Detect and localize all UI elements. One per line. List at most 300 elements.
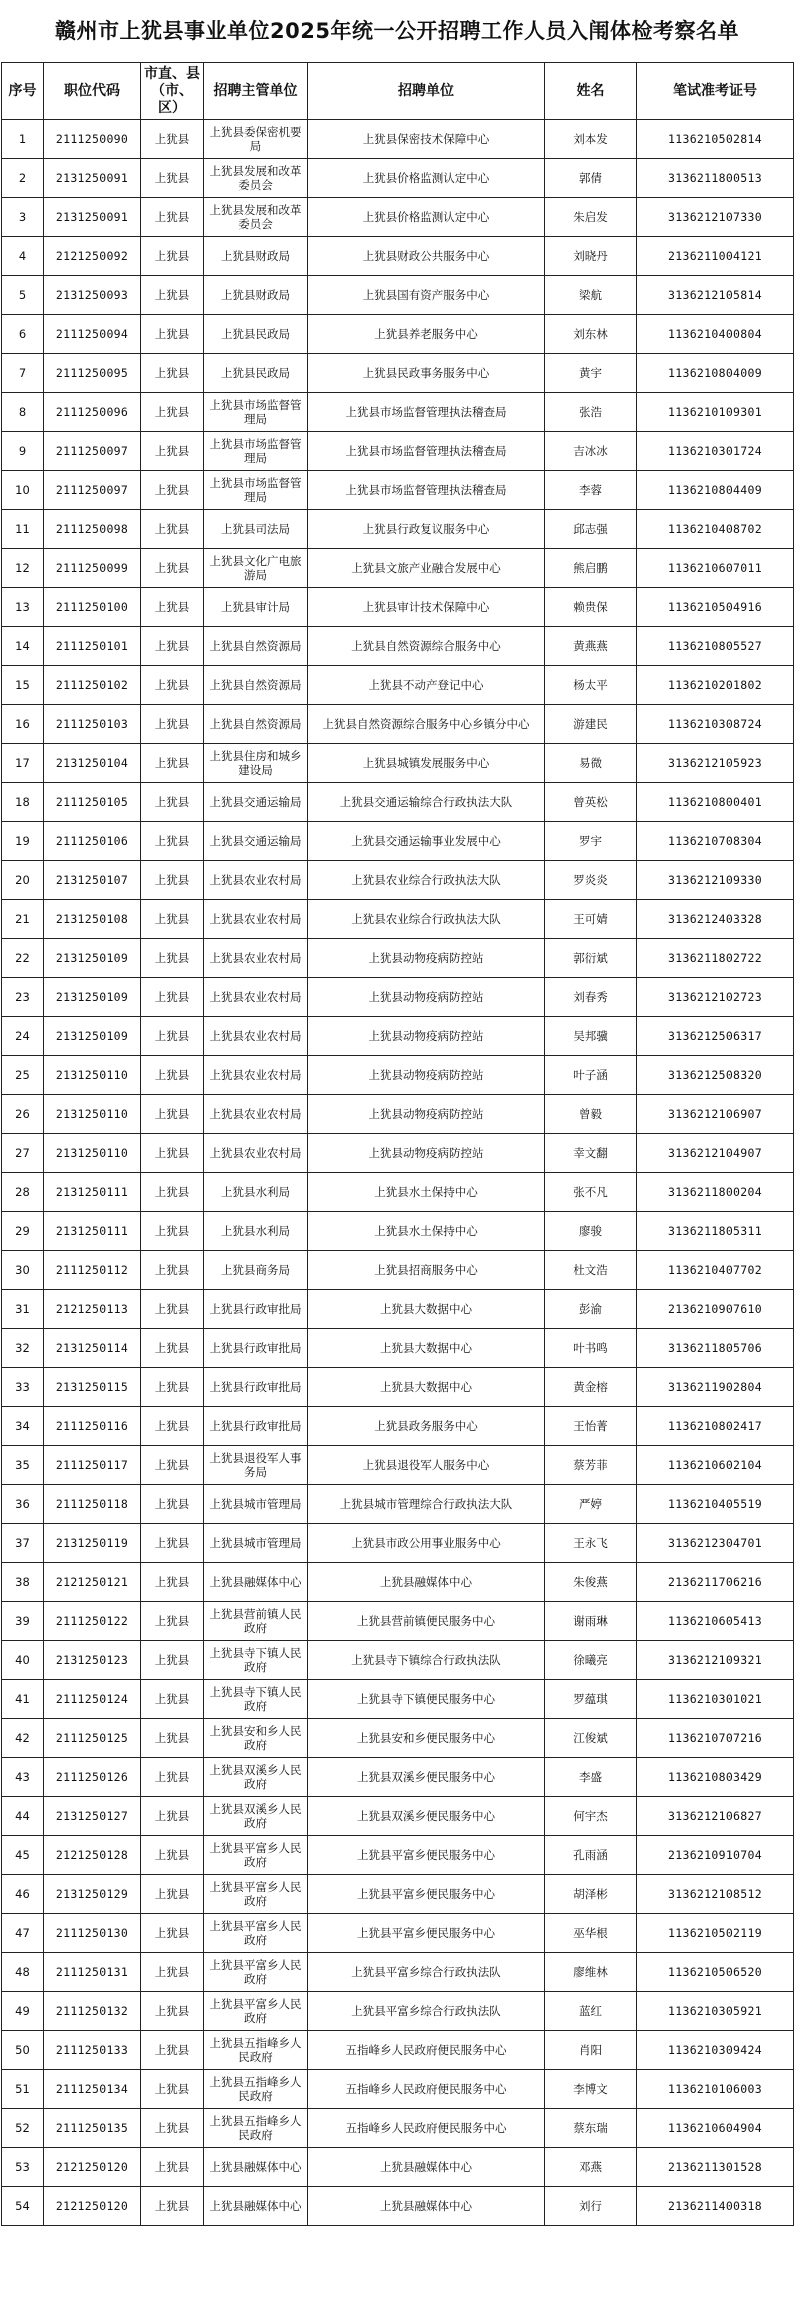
cell-hiring-unit: 上犹县大数据中心 <box>308 1329 545 1368</box>
cell-region: 上犹县 <box>141 2070 204 2109</box>
cell-hiring-unit: 上犹县寺下镇便民服务中心 <box>308 1680 545 1719</box>
cell-supervising-unit: 上犹县农业农村局 <box>204 939 308 978</box>
cell-hiring-unit: 上犹县保密技术保障中心 <box>308 120 545 159</box>
cell-index: 40 <box>2 1641 44 1680</box>
cell-name: 徐曦亮 <box>545 1641 637 1680</box>
cell-supervising-unit: 上犹县农业农村局 <box>204 900 308 939</box>
cell-hiring-unit: 上犹县动物疫病防控站 <box>308 939 545 978</box>
cell-supervising-unit: 上犹县平富乡人民政府 <box>204 1992 308 2031</box>
cell-index: 24 <box>2 1017 44 1056</box>
cell-region: 上犹县 <box>141 1251 204 1290</box>
cell-hiring-unit: 上犹县安和乡便民服务中心 <box>308 1719 545 1758</box>
cell-position-code: 2111250131 <box>44 1953 141 1992</box>
table-body <box>2 120 794 2226</box>
cell-hiring-unit: 上犹县市场监督管理执法稽查局 <box>308 393 545 432</box>
cell-index: 15 <box>2 666 44 705</box>
table-row <box>2 666 794 705</box>
cell-exam-number: 3136212109321 <box>637 1641 794 1680</box>
cell-supervising-unit: 上犹县民政局 <box>204 354 308 393</box>
table-row <box>2 705 794 744</box>
cell-region: 上犹县 <box>141 1134 204 1173</box>
cell-index: 20 <box>2 861 44 900</box>
cell-hiring-unit: 上犹县寺下镇综合行政执法队 <box>308 1641 545 1680</box>
cell-hiring-unit: 上犹县审计技术保障中心 <box>308 588 545 627</box>
cell-position-code: 2131250104 <box>44 744 141 783</box>
cell-hiring-unit: 上犹县养老服务中心 <box>308 315 545 354</box>
cell-position-code: 2111250101 <box>44 627 141 666</box>
cell-position-code: 2111250116 <box>44 1407 141 1446</box>
cell-hiring-unit: 上犹县自然资源综合服务中心乡镇分中心 <box>308 705 545 744</box>
cell-index: 18 <box>2 783 44 822</box>
table-row <box>2 1719 794 1758</box>
cell-position-code: 2121250113 <box>44 1290 141 1329</box>
cell-exam-number: 2136210910704 <box>637 1836 794 1875</box>
table-row <box>2 1485 794 1524</box>
cell-region: 上犹县 <box>141 1641 204 1680</box>
table-row <box>2 1875 794 1914</box>
cell-region: 上犹县 <box>141 1914 204 1953</box>
cell-exam-number: 1136210805527 <box>637 627 794 666</box>
cell-supervising-unit: 上犹县行政审批局 <box>204 1407 308 1446</box>
cell-supervising-unit: 上犹县五指峰乡人民政府 <box>204 2109 308 2148</box>
cell-hiring-unit: 上犹县文旅产业融合发展中心 <box>308 549 545 588</box>
cell-hiring-unit: 五指峰乡人民政府便民服务中心 <box>308 2031 545 2070</box>
table-row <box>2 627 794 666</box>
cell-region: 上犹县 <box>141 432 204 471</box>
cell-region: 上犹县 <box>141 1875 204 1914</box>
cell-region: 上犹县 <box>141 1290 204 1329</box>
cell-region: 上犹县 <box>141 1212 204 1251</box>
cell-index: 43 <box>2 1758 44 1797</box>
table-row <box>2 978 794 1017</box>
cell-index: 28 <box>2 1173 44 1212</box>
cell-region: 上犹县 <box>141 1524 204 1563</box>
table-row <box>2 315 794 354</box>
cell-exam-number: 1136210502814 <box>637 120 794 159</box>
cell-supervising-unit: 上犹县平富乡人民政府 <box>204 1914 308 1953</box>
cell-name: 幸文翻 <box>545 1134 637 1173</box>
cell-region: 上犹县 <box>141 1056 204 1095</box>
header-row <box>2 63 794 120</box>
cell-supervising-unit: 上犹县水利局 <box>204 1173 308 1212</box>
cell-name: 吉冰冰 <box>545 432 637 471</box>
cell-region: 上犹县 <box>141 471 204 510</box>
cell-hiring-unit: 上犹县市场监督管理执法稽查局 <box>308 432 545 471</box>
cell-region: 上犹县 <box>141 2109 204 2148</box>
cell-exam-number: 3136212109330 <box>637 861 794 900</box>
cell-position-code: 2131250109 <box>44 1017 141 1056</box>
cell-supervising-unit: 上犹县双溪乡人民政府 <box>204 1797 308 1836</box>
table-row <box>2 1095 794 1134</box>
cell-name: 王永飞 <box>545 1524 637 1563</box>
cell-position-code: 2121250092 <box>44 237 141 276</box>
cell-index: 38 <box>2 1563 44 1602</box>
cell-name: 郭衍斌 <box>545 939 637 978</box>
cell-index: 29 <box>2 1212 44 1251</box>
cell-supervising-unit: 上犹县农业农村局 <box>204 1095 308 1134</box>
cell-exam-number: 3136212508320 <box>637 1056 794 1095</box>
cell-position-code: 2131250110 <box>44 1134 141 1173</box>
cell-supervising-unit: 上犹县平富乡人民政府 <box>204 1953 308 1992</box>
cell-supervising-unit: 上犹县平富乡人民政府 <box>204 1836 308 1875</box>
cell-region: 上犹县 <box>141 978 204 1017</box>
cell-index: 6 <box>2 315 44 354</box>
table-row <box>2 1797 794 1836</box>
cell-index: 32 <box>2 1329 44 1368</box>
cell-hiring-unit: 上犹县平富乡便民服务中心 <box>308 1836 545 1875</box>
cell-name: 郭倩 <box>545 159 637 198</box>
cell-exam-number: 1136210309424 <box>637 2031 794 2070</box>
cell-exam-number: 1136210502119 <box>637 1914 794 1953</box>
cell-position-code: 2131250115 <box>44 1368 141 1407</box>
cell-name: 刘本发 <box>545 120 637 159</box>
cell-supervising-unit: 上犹县市场监督管理局 <box>204 393 308 432</box>
cell-index: 3 <box>2 198 44 237</box>
cell-index: 54 <box>2 2187 44 2226</box>
cell-region: 上犹县 <box>141 2031 204 2070</box>
table-row <box>2 1680 794 1719</box>
cell-position-code: 2131250110 <box>44 1095 141 1134</box>
cell-index: 37 <box>2 1524 44 1563</box>
cell-position-code: 2111250135 <box>44 2109 141 2148</box>
table-row <box>2 432 794 471</box>
cell-index: 42 <box>2 1719 44 1758</box>
cell-exam-number: 3136211805311 <box>637 1212 794 1251</box>
cell-name: 廖骏 <box>545 1212 637 1251</box>
cell-position-code: 2111250125 <box>44 1719 141 1758</box>
cell-index: 8 <box>2 393 44 432</box>
cell-exam-number: 3136212108512 <box>637 1875 794 1914</box>
cell-exam-number: 1136210602104 <box>637 1446 794 1485</box>
cell-supervising-unit: 上犹县行政审批局 <box>204 1290 308 1329</box>
table-row <box>2 1953 794 1992</box>
cell-position-code: 2111250090 <box>44 120 141 159</box>
table-row <box>2 1407 794 1446</box>
cell-supervising-unit: 上犹县交通运输局 <box>204 783 308 822</box>
cell-hiring-unit: 上犹县招商服务中心 <box>308 1251 545 1290</box>
cell-index: 34 <box>2 1407 44 1446</box>
cell-name: 邱志强 <box>545 510 637 549</box>
table-row <box>2 1290 794 1329</box>
cell-name: 叶子涵 <box>545 1056 637 1095</box>
cell-supervising-unit: 上犹县自然资源局 <box>204 627 308 666</box>
cell-position-code: 2121250128 <box>44 1836 141 1875</box>
cell-supervising-unit: 上犹县融媒体中心 <box>204 2187 308 2226</box>
cell-exam-number: 1136210408702 <box>637 510 794 549</box>
table-row <box>2 198 794 237</box>
cell-name: 刘晓丹 <box>545 237 637 276</box>
cell-index: 21 <box>2 900 44 939</box>
cell-position-code: 2111250134 <box>44 2070 141 2109</box>
cell-region: 上犹县 <box>141 1992 204 2031</box>
candidate-table <box>1 62 794 2226</box>
cell-region: 上犹县 <box>141 705 204 744</box>
cell-name: 张浩 <box>545 393 637 432</box>
cell-exam-number: 1136210802417 <box>637 1407 794 1446</box>
cell-hiring-unit: 五指峰乡人民政府便民服务中心 <box>308 2109 545 2148</box>
header-index: 序号 <box>2 63 44 120</box>
cell-index: 13 <box>2 588 44 627</box>
cell-exam-number: 1136210109301 <box>637 393 794 432</box>
cell-supervising-unit: 上犹县行政审批局 <box>204 1368 308 1407</box>
cell-region: 上犹县 <box>141 120 204 159</box>
table-row <box>2 1836 794 1875</box>
cell-region: 上犹县 <box>141 822 204 861</box>
cell-exam-number: 3136212506317 <box>637 1017 794 1056</box>
table-row <box>2 1602 794 1641</box>
cell-index: 35 <box>2 1446 44 1485</box>
cell-hiring-unit: 上犹县农业综合行政执法大队 <box>308 861 545 900</box>
cell-supervising-unit: 上犹县市场监督管理局 <box>204 471 308 510</box>
cell-position-code: 2111250099 <box>44 549 141 588</box>
cell-region: 上犹县 <box>141 159 204 198</box>
cell-exam-number: 3136211800204 <box>637 1173 794 1212</box>
cell-index: 10 <box>2 471 44 510</box>
cell-name: 叶书鸣 <box>545 1329 637 1368</box>
cell-supervising-unit: 上犹县农业农村局 <box>204 978 308 1017</box>
cell-name: 梁航 <box>545 276 637 315</box>
cell-index: 4 <box>2 237 44 276</box>
cell-position-code: 2131250091 <box>44 159 141 198</box>
cell-supervising-unit: 上犹县司法局 <box>204 510 308 549</box>
cell-supervising-unit: 上犹县财政局 <box>204 237 308 276</box>
cell-region: 上犹县 <box>141 1446 204 1485</box>
table-row <box>2 549 794 588</box>
cell-hiring-unit: 上犹县不动产登记中心 <box>308 666 545 705</box>
cell-index: 17 <box>2 744 44 783</box>
table-row <box>2 354 794 393</box>
cell-supervising-unit: 上犹县住房和城乡建设局 <box>204 744 308 783</box>
table-row <box>2 1134 794 1173</box>
header-exam-number: 笔试准考证号 <box>637 63 794 120</box>
cell-name: 游建民 <box>545 705 637 744</box>
cell-exam-number: 3136212304701 <box>637 1524 794 1563</box>
cell-supervising-unit: 上犹县发展和改革委员会 <box>204 159 308 198</box>
cell-position-code: 2111250100 <box>44 588 141 627</box>
cell-supervising-unit: 上犹县营前镇人民政府 <box>204 1602 308 1641</box>
table-row <box>2 861 794 900</box>
cell-region: 上犹县 <box>141 1602 204 1641</box>
table-row <box>2 2070 794 2109</box>
cell-exam-number: 1136210405519 <box>637 1485 794 1524</box>
cell-name: 张不凡 <box>545 1173 637 1212</box>
table-row <box>2 237 794 276</box>
table-row <box>2 159 794 198</box>
cell-position-code: 2131250111 <box>44 1173 141 1212</box>
table-row <box>2 1641 794 1680</box>
cell-index: 7 <box>2 354 44 393</box>
cell-exam-number: 1136210804009 <box>637 354 794 393</box>
table-row <box>2 1251 794 1290</box>
cell-exam-number: 3136212104907 <box>637 1134 794 1173</box>
cell-name: 杨太平 <box>545 666 637 705</box>
cell-supervising-unit: 上犹县融媒体中心 <box>204 1563 308 1602</box>
cell-supervising-unit: 上犹县行政审批局 <box>204 1329 308 1368</box>
cell-position-code: 2111250117 <box>44 1446 141 1485</box>
cell-position-code: 2111250133 <box>44 2031 141 2070</box>
cell-hiring-unit: 上犹县价格监测认定中心 <box>308 159 545 198</box>
cell-exam-number: 1136210708304 <box>637 822 794 861</box>
cell-index: 50 <box>2 2031 44 2070</box>
cell-exam-number: 1136210804409 <box>637 471 794 510</box>
cell-hiring-unit: 上犹县国有资产服务中心 <box>308 276 545 315</box>
table-row <box>2 2148 794 2187</box>
cell-name: 谢雨琳 <box>545 1602 637 1641</box>
cell-name: 杜文浩 <box>545 1251 637 1290</box>
cell-region: 上犹县 <box>141 1485 204 1524</box>
cell-hiring-unit: 上犹县城市管理综合行政执法大队 <box>308 1485 545 1524</box>
table-row <box>2 1914 794 1953</box>
cell-index: 12 <box>2 549 44 588</box>
cell-name: 何宇杰 <box>545 1797 637 1836</box>
cell-position-code: 2131250107 <box>44 861 141 900</box>
cell-position-code: 2111250130 <box>44 1914 141 1953</box>
cell-hiring-unit: 上犹县农业综合行政执法大队 <box>308 900 545 939</box>
cell-exam-number: 1136210305921 <box>637 1992 794 2031</box>
cell-supervising-unit: 上犹县五指峰乡人民政府 <box>204 2031 308 2070</box>
cell-position-code: 2131250091 <box>44 198 141 237</box>
table-row <box>2 393 794 432</box>
table-row <box>2 900 794 939</box>
cell-index: 47 <box>2 1914 44 1953</box>
table-row <box>2 744 794 783</box>
cell-exam-number: 1136210607011 <box>637 549 794 588</box>
cell-index: 36 <box>2 1485 44 1524</box>
cell-region: 上犹县 <box>141 2148 204 2187</box>
cell-supervising-unit: 上犹县商务局 <box>204 1251 308 1290</box>
table-row <box>2 276 794 315</box>
cell-supervising-unit: 上犹县城市管理局 <box>204 1524 308 1563</box>
cell-index: 22 <box>2 939 44 978</box>
cell-index: 30 <box>2 1251 44 1290</box>
cell-position-code: 2111250097 <box>44 432 141 471</box>
cell-position-code: 2111250126 <box>44 1758 141 1797</box>
cell-supervising-unit: 上犹县审计局 <box>204 588 308 627</box>
cell-supervising-unit: 上犹县城市管理局 <box>204 1485 308 1524</box>
cell-position-code: 2131250119 <box>44 1524 141 1563</box>
cell-index: 25 <box>2 1056 44 1095</box>
cell-region: 上犹县 <box>141 744 204 783</box>
cell-region: 上犹县 <box>141 198 204 237</box>
cell-hiring-unit: 上犹县平富乡综合行政执法队 <box>308 1953 545 1992</box>
cell-index: 31 <box>2 1290 44 1329</box>
cell-hiring-unit: 上犹县融媒体中心 <box>308 2187 545 2226</box>
cell-index: 27 <box>2 1134 44 1173</box>
cell-supervising-unit: 上犹县自然资源局 <box>204 705 308 744</box>
cell-index: 1 <box>2 120 44 159</box>
cell-position-code: 2131250109 <box>44 978 141 1017</box>
cell-name: 李盛 <box>545 1758 637 1797</box>
cell-position-code: 2111250096 <box>44 393 141 432</box>
table-row <box>2 2187 794 2226</box>
cell-exam-number: 1136210504916 <box>637 588 794 627</box>
cell-index: 33 <box>2 1368 44 1407</box>
cell-supervising-unit: 上犹县委保密机要局 <box>204 120 308 159</box>
cell-position-code: 2111250106 <box>44 822 141 861</box>
cell-index: 5 <box>2 276 44 315</box>
cell-position-code: 2111250095 <box>44 354 141 393</box>
cell-position-code: 2131250108 <box>44 900 141 939</box>
cell-exam-number: 3136211800513 <box>637 159 794 198</box>
cell-hiring-unit: 上犹县自然资源综合服务中心 <box>308 627 545 666</box>
cell-hiring-unit: 上犹县民政事务服务中心 <box>308 354 545 393</box>
cell-index: 41 <box>2 1680 44 1719</box>
header-position-code: 职位代码 <box>44 63 141 120</box>
cell-hiring-unit: 上犹县交通运输事业发展中心 <box>308 822 545 861</box>
cell-supervising-unit: 上犹县退役军人事务局 <box>204 1446 308 1485</box>
cell-region: 上犹县 <box>141 666 204 705</box>
cell-name: 蓝红 <box>545 1992 637 2031</box>
table-row <box>2 822 794 861</box>
cell-hiring-unit: 上犹县平富乡便民服务中心 <box>308 1875 545 1914</box>
cell-hiring-unit: 上犹县动物疫病防控站 <box>308 1134 545 1173</box>
cell-name: 孔雨涵 <box>545 1836 637 1875</box>
cell-region: 上犹县 <box>141 1953 204 1992</box>
cell-supervising-unit: 上犹县寺下镇人民政府 <box>204 1641 308 1680</box>
cell-position-code: 2111250102 <box>44 666 141 705</box>
cell-position-code: 2131250093 <box>44 276 141 315</box>
cell-exam-number: 2136211301528 <box>637 2148 794 2187</box>
cell-position-code: 2121250121 <box>44 1563 141 1602</box>
cell-region: 上犹县 <box>141 861 204 900</box>
cell-region: 上犹县 <box>141 1797 204 1836</box>
cell-position-code: 2131250114 <box>44 1329 141 1368</box>
cell-exam-number: 1136210106003 <box>637 2070 794 2109</box>
cell-hiring-unit: 上犹县价格监测认定中心 <box>308 198 545 237</box>
cell-position-code: 2111250105 <box>44 783 141 822</box>
cell-hiring-unit: 五指峰乡人民政府便民服务中心 <box>308 2070 545 2109</box>
cell-region: 上犹县 <box>141 900 204 939</box>
cell-hiring-unit: 上犹县融媒体中心 <box>308 1563 545 1602</box>
cell-exam-number: 3136212105923 <box>637 744 794 783</box>
cell-name: 熊启鹏 <box>545 549 637 588</box>
table-row <box>2 1524 794 1563</box>
cell-region: 上犹县 <box>141 1368 204 1407</box>
cell-name: 严婷 <box>545 1485 637 1524</box>
cell-name: 刘行 <box>545 2187 637 2226</box>
cell-position-code: 2131250110 <box>44 1056 141 1095</box>
cell-index: 45 <box>2 1836 44 1875</box>
cell-region: 上犹县 <box>141 939 204 978</box>
table-row <box>2 1056 794 1095</box>
cell-name: 邓燕 <box>545 2148 637 2187</box>
cell-region: 上犹县 <box>141 393 204 432</box>
cell-hiring-unit: 上犹县动物疫病防控站 <box>308 1056 545 1095</box>
cell-region: 上犹县 <box>141 1563 204 1602</box>
table-row <box>2 2109 794 2148</box>
cell-position-code: 2111250103 <box>44 705 141 744</box>
cell-position-code: 2111250122 <box>44 1602 141 1641</box>
cell-exam-number: 3136212106827 <box>637 1797 794 1836</box>
cell-exam-number: 3136212106907 <box>637 1095 794 1134</box>
cell-exam-number: 1136210604904 <box>637 2109 794 2148</box>
cell-exam-number: 3136212403328 <box>637 900 794 939</box>
cell-exam-number: 1136210707216 <box>637 1719 794 1758</box>
cell-region: 上犹县 <box>141 1017 204 1056</box>
cell-exam-number: 1136210301724 <box>637 432 794 471</box>
cell-exam-number: 3136212107330 <box>637 198 794 237</box>
table-row <box>2 1758 794 1797</box>
cell-supervising-unit: 上犹县双溪乡人民政府 <box>204 1758 308 1797</box>
cell-supervising-unit: 上犹县市场监督管理局 <box>204 432 308 471</box>
cell-region: 上犹县 <box>141 627 204 666</box>
cell-hiring-unit: 上犹县平富乡便民服务中心 <box>308 1914 545 1953</box>
cell-supervising-unit: 上犹县民政局 <box>204 315 308 354</box>
cell-name: 王可婧 <box>545 900 637 939</box>
cell-name: 王怡菁 <box>545 1407 637 1446</box>
cell-supervising-unit: 上犹县农业农村局 <box>204 1056 308 1095</box>
cell-region: 上犹县 <box>141 1836 204 1875</box>
